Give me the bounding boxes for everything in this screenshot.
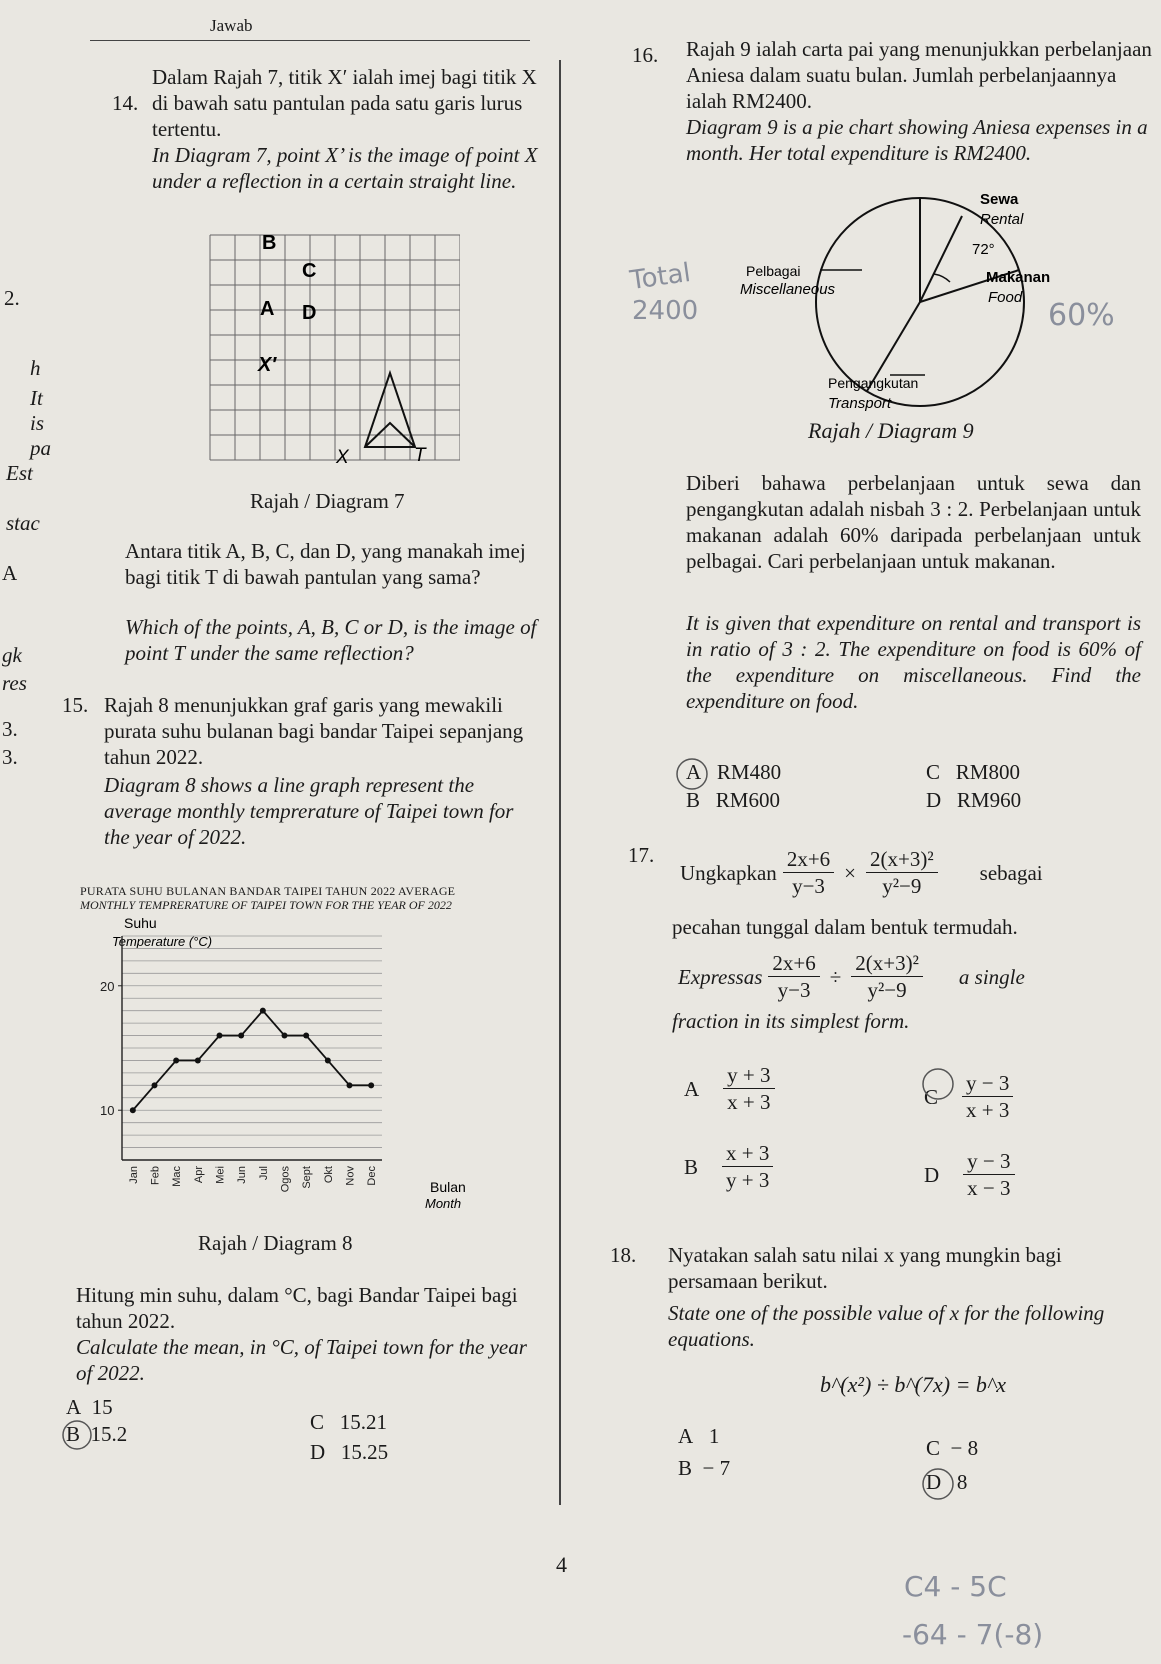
x-tick-label: Jan — [127, 1166, 140, 1184]
x-tick-label: Sept — [301, 1166, 314, 1189]
denominator: y + 3 — [726, 1168, 770, 1192]
chart-title-english: MONTHLY TEMPRERATURE OF TAIPEI TOWN FOR THE YEAR OF 2022 — [80, 898, 452, 912]
option-a[interactable] — [678, 1424, 719, 1449]
numerator: y − 3 — [962, 1070, 1013, 1097]
pie-label-food-malay: Makanan — [986, 269, 1051, 286]
diagram-caption: Rajah / Diagram 9 — [808, 418, 974, 443]
fraction-2 — [866, 846, 938, 899]
margin-text: It — [30, 386, 43, 410]
prompt-english-b: a single — [958, 964, 1025, 989]
denominator: y−3 — [792, 874, 825, 898]
numerator: y + 3 — [723, 1062, 774, 1089]
x-tick-label: Feb — [149, 1166, 162, 1185]
data-point — [260, 1008, 266, 1014]
question-number: 17. — [628, 843, 655, 867]
x-tick-label: Ogos — [279, 1166, 292, 1193]
question-prompt-malay: Diberi bahawa perbelanjaan untuk sewa dan pengangkutan adalah nisbah 3 : 2. Perbelanjaan untuk makanan adalah 60% daripada perbelanjaan untuk pelbagai. Cari perbelanjaan untuk makanan. — [686, 471, 1141, 573]
question-text-malay: Rajah 9 ialah carta pai yang menunjukkan perbelanjaan Aniesa dalam suatu bulan. Jumlah perbelanjaannya ialah RM2400. — [686, 37, 1152, 113]
pie-label-transport: Transport — [828, 395, 892, 412]
margin-text: res — [2, 671, 27, 695]
prompt-english-a: Expressas — [678, 964, 763, 989]
pie-label-angle: 72° — [972, 241, 995, 258]
point-label-t: T — [414, 445, 426, 466]
column-divider — [559, 60, 561, 1505]
angle-arc — [934, 274, 950, 282]
question-number: 15. — [62, 693, 89, 717]
option-letter: A — [678, 1424, 694, 1448]
option-letter: B — [678, 1456, 693, 1480]
diagram-caption: Rajah / Diagram 7 — [250, 489, 405, 513]
pie-divider — [920, 216, 962, 302]
diagram-caption: Rajah / Diagram 8 — [198, 1231, 353, 1255]
margin-text: stac — [6, 511, 40, 535]
prompt-english-c: fraction in its simplest form. — [672, 1009, 910, 1033]
option-value: 15.2 — [90, 1422, 128, 1446]
x-axis-title-malay: Bulan — [430, 1179, 466, 1195]
question-number: 14. — [112, 91, 139, 115]
option-value: RM600 — [715, 788, 780, 812]
point-label-b: B — [262, 232, 277, 254]
margin-text: is — [30, 411, 45, 435]
page-number: 4 — [556, 1552, 567, 1577]
denominator: x + 3 — [966, 1098, 1010, 1122]
data-point — [217, 1033, 223, 1039]
x-tick-label: Mei — [214, 1166, 227, 1184]
handwritten-working: -64 - 7(-8) — [902, 1618, 1044, 1651]
data-point — [238, 1033, 244, 1039]
margin-text: 2. — [4, 286, 20, 310]
option-fraction — [962, 1070, 1013, 1123]
margin-text: A — [2, 561, 18, 585]
pie-label-food: Food — [988, 289, 1023, 306]
option-d[interactable] — [924, 1148, 1021, 1201]
option-value: RM960 — [956, 788, 1022, 812]
option-letter: A — [684, 1076, 700, 1101]
data-point — [282, 1033, 288, 1039]
option-value: 15.21 — [339, 1410, 388, 1434]
question-text-english: Diagram 9 is a pie chart showing Aniesa expenses in a month. Her total expenditure is RM2400. — [686, 115, 1148, 165]
fraction-2 — [851, 950, 923, 1003]
option-a[interactable] — [66, 1395, 113, 1420]
option-letter: C — [924, 1084, 939, 1109]
denominator: y²−9 — [882, 874, 922, 898]
operator-divide: ÷ — [829, 964, 842, 989]
point-label-d: D — [302, 302, 317, 324]
option-letter: C — [926, 760, 941, 784]
option-b[interactable] — [678, 1456, 730, 1481]
x-tick-label: Okt — [322, 1166, 335, 1184]
handwritten-total: Total — [628, 257, 693, 297]
option-value: RM800 — [955, 760, 1020, 784]
pie-label-rental-malay: Sewa — [980, 191, 1019, 208]
pie-chart-diagram-9 — [740, 190, 1070, 420]
option-letter: D — [924, 1162, 940, 1187]
answer-circle — [672, 756, 712, 792]
diagram-7 — [200, 225, 460, 485]
margin-text: 3. — [2, 717, 18, 741]
handwritten-working: C4 - 5C — [904, 1570, 1007, 1603]
header-rule — [90, 40, 530, 41]
numerator: y − 3 — [963, 1148, 1014, 1175]
numerator: 2(x+3)² — [866, 846, 938, 873]
question-text-english: State one of the possible value of x for the following equations. — [668, 1301, 1105, 1351]
option-value: 15.25 — [340, 1440, 389, 1464]
option-c[interactable] — [926, 1436, 978, 1461]
option-value: RM480 — [716, 760, 782, 784]
x-tick-label: Apr — [192, 1166, 205, 1184]
y-axis-title-english: Temperature (°C) — [112, 934, 213, 949]
equation: b^(x²) ÷ b^(7x) = b^x — [820, 1372, 1006, 1397]
option-a[interactable] — [684, 1062, 781, 1115]
margin-text: pa — [30, 436, 51, 460]
numerator: x + 3 — [722, 1140, 773, 1167]
prompt-malay-a: Ungkapkan — [680, 860, 777, 885]
option-letter: C — [310, 1410, 325, 1434]
x-tick-label: Nov — [344, 1166, 357, 1186]
answer-circle — [918, 1466, 958, 1502]
x-tick-label: Dec — [366, 1166, 379, 1186]
question-text-malay: Nyatakan salah satu nilai x yang mungkin bagi persamaan berikut. — [668, 1243, 1062, 1293]
x-tick-label: Jun — [236, 1166, 249, 1184]
margin-text: 3. — [2, 745, 18, 769]
option-d[interactable] — [310, 1440, 388, 1465]
y-tick-label: 10 — [100, 1103, 115, 1119]
pie-label-transport-malay: Pengangkutan — [828, 375, 919, 391]
question-number: 18. — [610, 1243, 637, 1267]
fraction-1 — [768, 950, 819, 1003]
numerator: 2x+6 — [768, 950, 819, 977]
expression-malay-line — [680, 846, 1043, 899]
numerator: 2x+6 — [783, 846, 834, 873]
question-text-malay: Rajah 8 menunjukkan graf garis yang mewakili purata suhu bulanan bagi bandar Taipei sepanjang tahun 2022. — [104, 693, 524, 769]
question-prompt-english: It is given that expenditure on rental and transport is in ratio of 3 : 2. The expenditure on food is 60% of the expenditure on miscellaneous. Find the expenditure on food. — [686, 611, 1141, 713]
data-point — [347, 1082, 353, 1088]
data-point — [195, 1057, 201, 1063]
option-value: − 7 — [702, 1456, 731, 1480]
question-number: 16. — [632, 43, 659, 67]
line-chart-diagram-8 — [100, 910, 520, 1210]
point-label-x-prime: X′ — [258, 354, 277, 376]
x-axis-title-english: Month — [425, 1196, 462, 1210]
data-point — [130, 1107, 136, 1113]
y-axis-title-malay: Suhu — [124, 915, 157, 931]
option-d[interactable] — [926, 788, 1021, 813]
numerator: 2(x+3)² — [851, 950, 923, 977]
option-value: 15 — [91, 1395, 113, 1419]
option-value: − 8 — [950, 1436, 979, 1460]
question-prompt-malay: Antara titik A, B, C, dan D, yang manakah imej bagi titik T di bawah pantulan yang sama? — [125, 539, 526, 589]
prompt-malay-b: sebagai — [979, 860, 1043, 885]
fraction-1 — [783, 846, 834, 899]
option-letter: D — [926, 788, 942, 812]
option-fraction — [963, 1148, 1014, 1201]
data-point — [368, 1082, 374, 1088]
option-letter: C — [926, 1436, 941, 1460]
pie-label-misc: Miscellaneous — [740, 281, 836, 298]
pie-label-misc-malay: Pelbagai — [746, 263, 801, 279]
denominator: y−3 — [777, 978, 811, 1002]
point-label-x: X — [336, 447, 349, 468]
question-prompt-malay: Hitung min suhu, dalam °C, bagi Bandar Taipei bagi tahun 2022. — [76, 1283, 518, 1333]
option-value: 8 — [956, 1470, 968, 1494]
expression-english-line — [678, 950, 1025, 1003]
answer-circle — [60, 1418, 94, 1452]
option-c[interactable] — [310, 1410, 387, 1435]
margin-text: gk — [2, 643, 22, 667]
question-text-malay: Dalam Rajah 7, titik X′ ialah imej bagi titik X di bawah satu pantulan pada satu garis lurus tertentu. — [152, 65, 537, 141]
chart-title-malay: PURATA SUHU BULANAN BANDAR TAIPEI TAHUN 2022 AVERAGE — [80, 884, 456, 898]
option-value: 1 — [708, 1424, 720, 1448]
point-label-a: A — [260, 298, 275, 320]
option-fraction — [723, 1062, 774, 1115]
data-point — [325, 1057, 331, 1063]
handwritten-percent: 60% — [1048, 298, 1115, 333]
data-point — [152, 1082, 158, 1088]
question-text-english: Diagram 8 shows a line graph represent the average monthly temprerature of Taipei town for the year of 2022. — [104, 773, 514, 849]
x-tick-label: Mac — [171, 1166, 184, 1187]
header-word: Jawab — [210, 16, 253, 35]
option-letter: D — [926, 1470, 942, 1494]
denominator: y²−9 — [867, 978, 907, 1002]
margin-text: h — [30, 356, 41, 380]
denominator: x − 3 — [967, 1176, 1011, 1200]
option-letter: B — [686, 788, 701, 812]
x-tick-label: Jul — [257, 1166, 270, 1181]
option-letter: A — [66, 1395, 82, 1419]
data-point — [173, 1057, 179, 1063]
operator-multiply: × — [844, 860, 856, 885]
y-tick-label: 20 — [100, 978, 115, 994]
answer-circle — [918, 1064, 958, 1104]
data-point — [303, 1033, 309, 1039]
option-fraction — [722, 1140, 773, 1193]
option-b[interactable] — [684, 1140, 779, 1193]
pie-label-rental: Rental — [980, 211, 1024, 228]
question-prompt-english: Calculate the mean, in °C, of Taipei town for the year of 2022. — [76, 1335, 527, 1385]
prompt-malay-c: pecahan tunggal dalam bentuk termudah. — [672, 915, 1018, 939]
denominator: x + 3 — [727, 1090, 771, 1114]
question-prompt-english: Which of the points, A, B, C or D, is the image of point T under the same reflection? — [125, 615, 537, 665]
margin-text: Est — [6, 461, 33, 485]
option-letter: B — [684, 1154, 699, 1179]
point-label-c: C — [302, 260, 317, 282]
option-letter: A — [686, 760, 702, 784]
option-letter: B — [66, 1422, 81, 1446]
option-letter: D — [310, 1440, 326, 1464]
handwritten-amount: 2400 — [632, 296, 699, 326]
option-c[interactable] — [926, 760, 1020, 785]
question-text-english: In Diagram 7, point X’ is the image of point X under a reflection in a certain straight line. — [152, 143, 538, 193]
